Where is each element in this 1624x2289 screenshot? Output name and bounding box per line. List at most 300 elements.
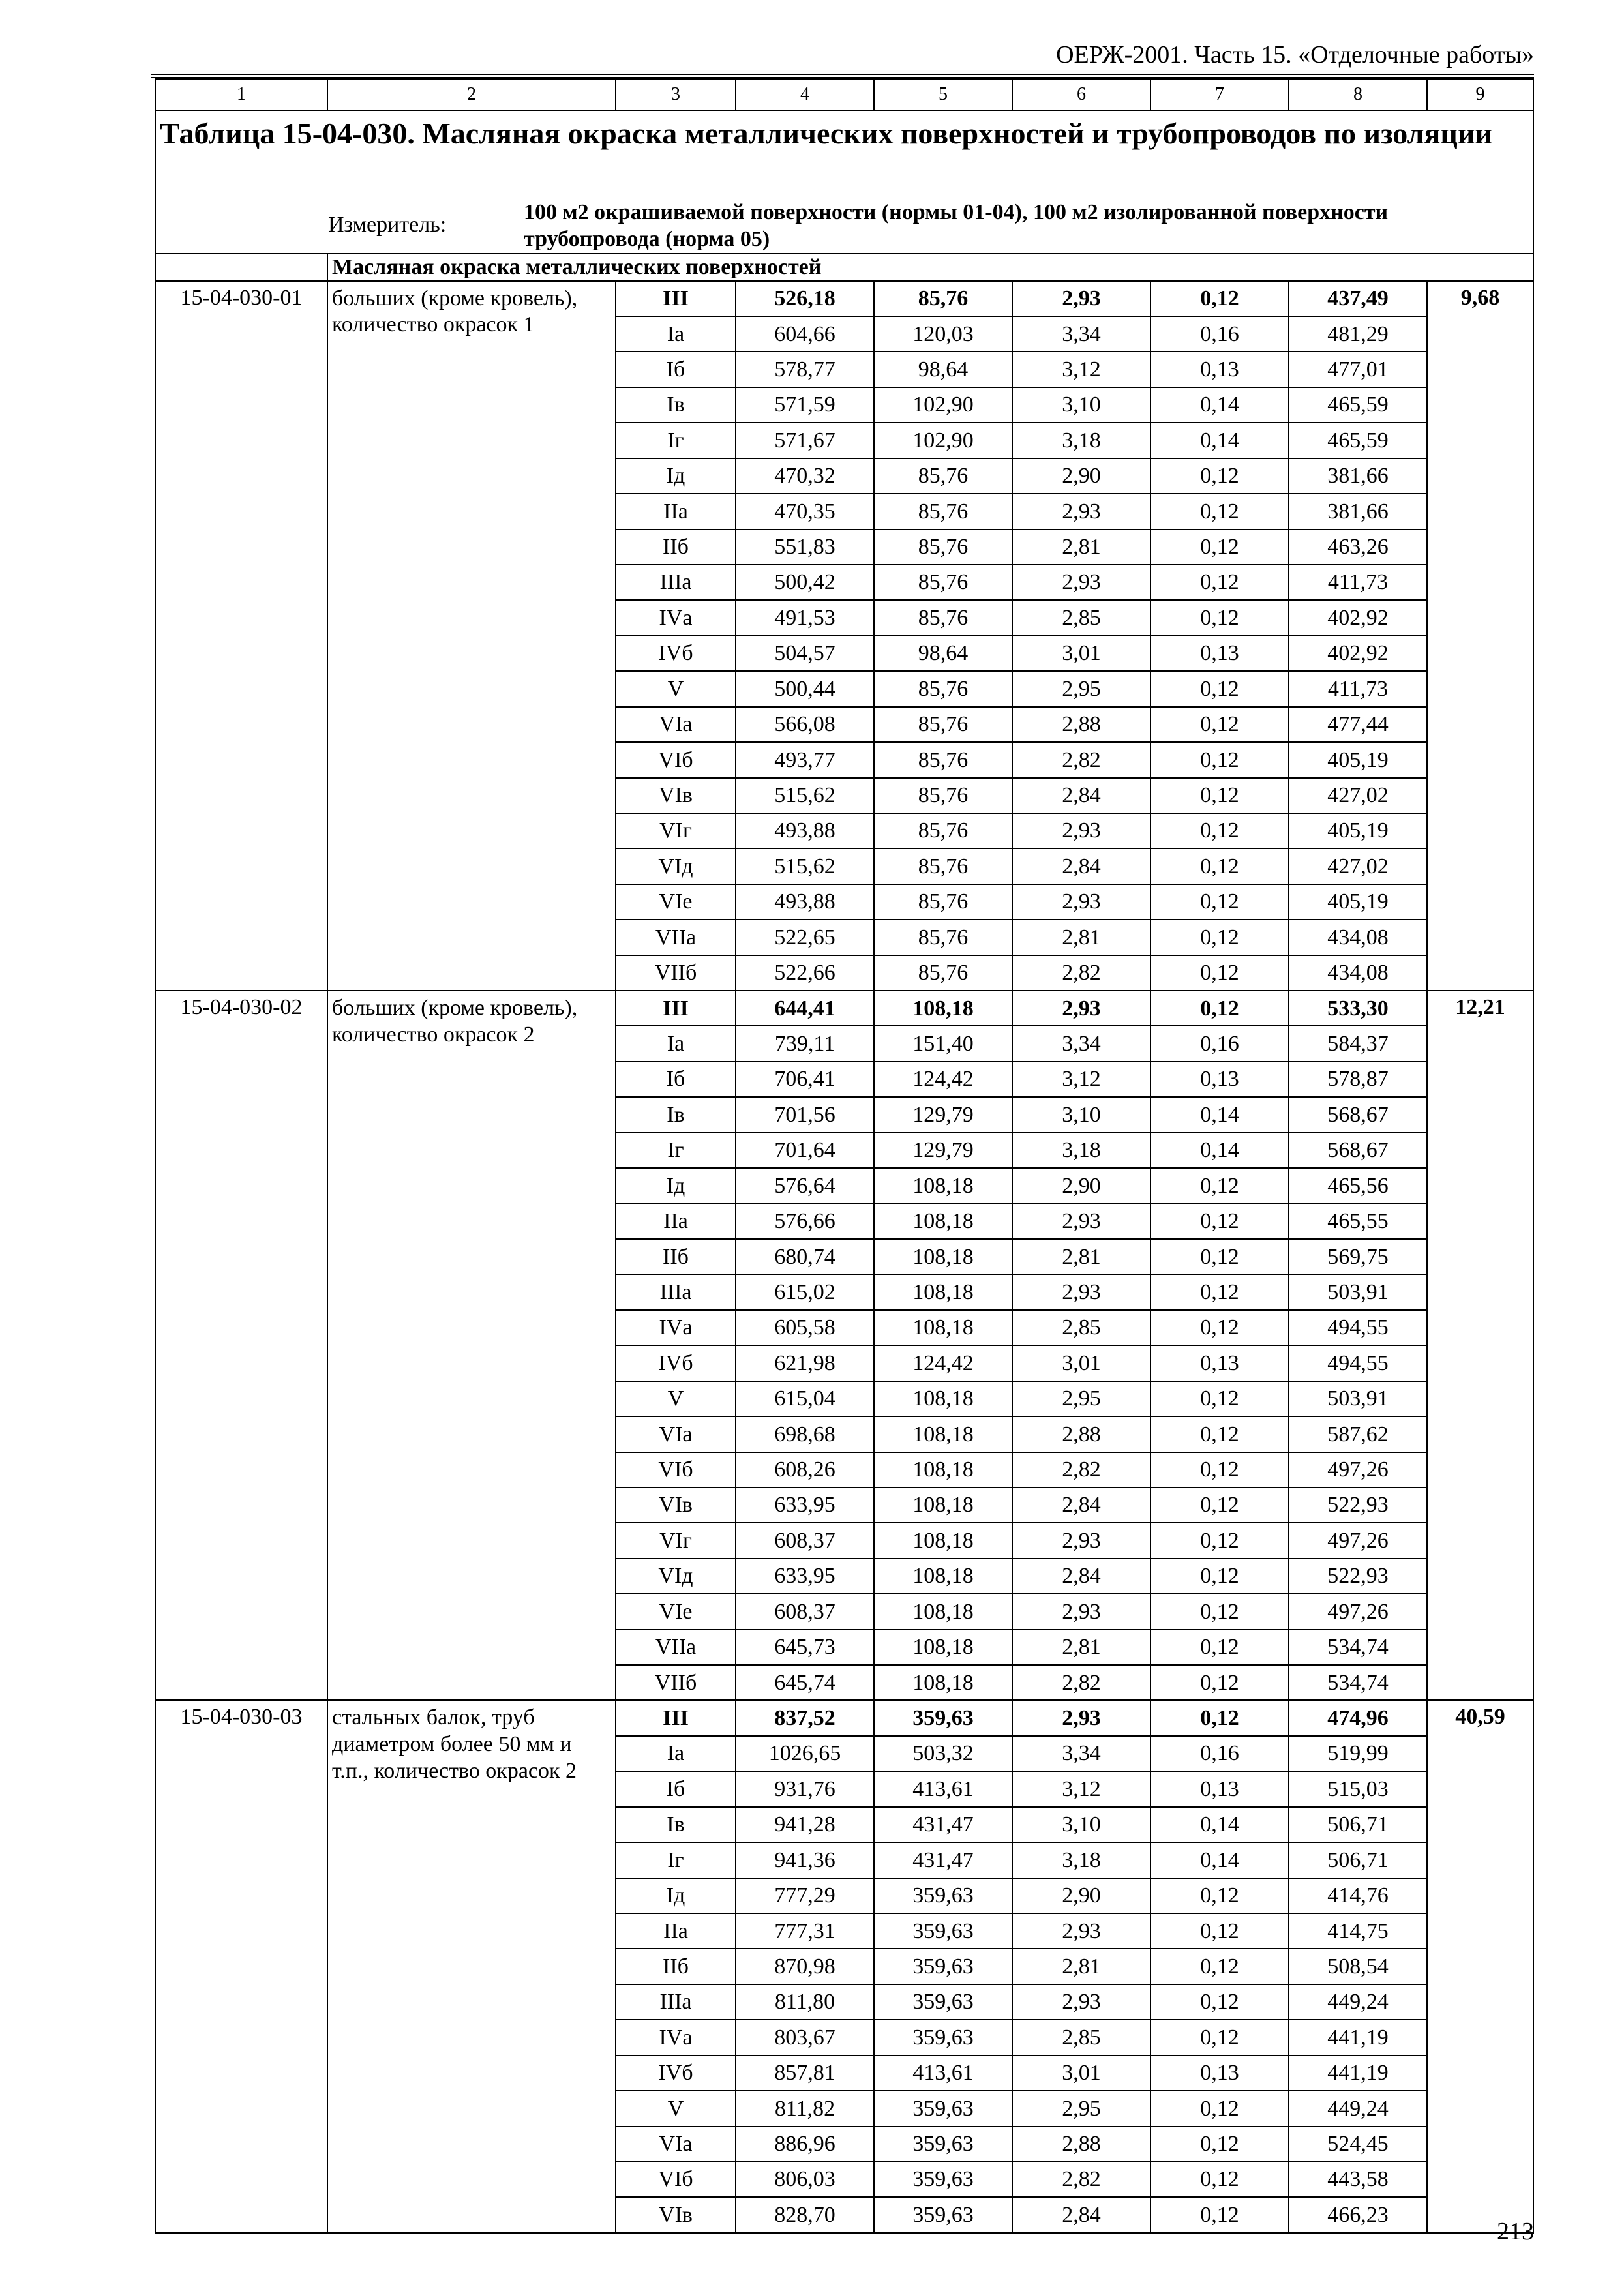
region-code: VIа [616, 707, 736, 742]
region-code: Iг [616, 1842, 736, 1878]
driver-wages: 0,14 [1150, 1807, 1289, 1842]
driver-wages: 0,12 [1150, 530, 1289, 565]
driver-wages: 0,16 [1150, 1736, 1289, 1771]
norm-code: 15-04-030-02 [155, 991, 327, 1700]
driver-wages: 0,12 [1150, 2091, 1289, 2126]
total-cost: 571,67 [736, 423, 874, 458]
wages: 108,18 [874, 1168, 1012, 1203]
machine-cost: 2,84 [1012, 2197, 1150, 2232]
machine-cost: 2,85 [1012, 1310, 1150, 1345]
wages: 129,79 [874, 1133, 1012, 1168]
wages: 85,76 [874, 671, 1012, 706]
region-code: VIд [616, 1559, 736, 1594]
total-cost: 608,37 [736, 1523, 874, 1558]
total-cost: 515,62 [736, 848, 874, 884]
driver-wages: 0,12 [1150, 742, 1289, 777]
machine-cost: 2,90 [1012, 1168, 1150, 1203]
materials-cost: 568,67 [1289, 1097, 1427, 1132]
total-cost: 615,02 [736, 1274, 874, 1309]
machine-cost: 2,93 [1012, 1700, 1150, 1735]
driver-wages: 0,16 [1150, 316, 1289, 352]
total-cost: 644,41 [736, 991, 874, 1026]
wages: 102,90 [874, 423, 1012, 458]
region-code: IIIа [616, 565, 736, 600]
region-code: IIIа [616, 1274, 736, 1309]
total-cost: 645,73 [736, 1630, 874, 1665]
total-cost: 680,74 [736, 1239, 874, 1274]
region-code: VIIа [616, 1630, 736, 1665]
column-number: 6 [1012, 79, 1150, 110]
total-cost: 470,32 [736, 458, 874, 494]
materials-cost: 427,02 [1289, 778, 1427, 813]
labor-hours: 40,59 [1427, 1700, 1533, 2232]
machine-cost: 2,84 [1012, 848, 1150, 884]
materials-cost: 441,19 [1289, 2020, 1427, 2055]
driver-wages: 0,12 [1150, 565, 1289, 600]
machine-cost: 3,18 [1012, 1133, 1150, 1168]
total-cost: 837,52 [736, 1700, 874, 1735]
machine-cost: 2,93 [1012, 1594, 1150, 1629]
materials-cost: 481,29 [1289, 316, 1427, 352]
machine-cost: 2,81 [1012, 1630, 1150, 1665]
total-cost: 806,03 [736, 2162, 874, 2197]
materials-cost: 497,26 [1289, 1594, 1427, 1629]
driver-wages: 0,12 [1150, 1594, 1289, 1629]
wages: 359,63 [874, 1949, 1012, 1984]
machine-cost: 3,34 [1012, 316, 1150, 352]
total-cost: 571,59 [736, 387, 874, 423]
machine-cost: 2,90 [1012, 1878, 1150, 1913]
region-code: VIд [616, 848, 736, 884]
machine-cost: 2,84 [1012, 778, 1150, 813]
driver-wages: 0,12 [1150, 2020, 1289, 2055]
wages: 85,76 [874, 884, 1012, 920]
region-code: VIе [616, 1594, 736, 1629]
machine-cost: 3,10 [1012, 1097, 1150, 1132]
machine-cost: 2,82 [1012, 955, 1150, 991]
driver-wages: 0,14 [1150, 423, 1289, 458]
driver-wages: 0,12 [1150, 955, 1289, 991]
region-code: IIIа [616, 1984, 736, 2020]
wages: 359,63 [874, 1984, 1012, 2020]
materials-cost: 402,92 [1289, 636, 1427, 671]
wages: 359,63 [874, 2020, 1012, 2055]
total-cost: 701,64 [736, 1133, 874, 1168]
total-cost: 522,66 [736, 955, 874, 991]
machine-cost: 2,82 [1012, 742, 1150, 777]
machine-cost: 2,88 [1012, 2127, 1150, 2162]
machine-cost: 2,82 [1012, 2162, 1150, 2197]
machine-cost: 2,93 [1012, 1274, 1150, 1309]
region-code: VIа [616, 2127, 736, 2162]
driver-wages: 0,12 [1150, 1488, 1289, 1523]
wages: 431,47 [874, 1842, 1012, 1878]
total-cost: 578,77 [736, 352, 874, 387]
driver-wages: 0,14 [1150, 387, 1289, 423]
driver-wages: 0,12 [1150, 1523, 1289, 1558]
driver-wages: 0,12 [1150, 1665, 1289, 1700]
driver-wages: 0,13 [1150, 1345, 1289, 1381]
driver-wages: 0,12 [1150, 1310, 1289, 1345]
materials-cost: 494,55 [1289, 1310, 1427, 1345]
machine-cost: 2,93 [1012, 813, 1150, 848]
wages: 108,18 [874, 1310, 1012, 1345]
wages: 108,18 [874, 1416, 1012, 1452]
total-cost: 500,44 [736, 671, 874, 706]
column-number: 1 [155, 79, 327, 110]
total-cost: 491,53 [736, 600, 874, 635]
wages: 85,76 [874, 742, 1012, 777]
driver-wages: 0,13 [1150, 1062, 1289, 1097]
wages: 85,76 [874, 281, 1012, 316]
meter-cell [155, 200, 1533, 254]
wages: 359,63 [874, 1878, 1012, 1913]
total-cost: 604,66 [736, 316, 874, 352]
driver-wages: 0,12 [1150, 281, 1289, 316]
total-cost: 633,95 [736, 1488, 874, 1523]
driver-wages: 0,13 [1150, 1771, 1289, 1806]
wages: 102,90 [874, 387, 1012, 423]
wages: 359,63 [874, 2127, 1012, 2162]
driver-wages: 0,14 [1150, 1842, 1289, 1878]
wages: 85,76 [874, 920, 1012, 955]
driver-wages: 0,12 [1150, 1984, 1289, 2020]
materials-cost: 441,19 [1289, 2056, 1427, 2091]
total-cost: 608,37 [736, 1594, 874, 1629]
materials-cost: 381,66 [1289, 494, 1427, 529]
wages: 85,76 [874, 707, 1012, 742]
labor-hours: 12,21 [1427, 991, 1533, 1700]
section-blank-cell [155, 254, 327, 281]
region-code: Iд [616, 1878, 736, 1913]
region-code: Iб [616, 352, 736, 387]
machine-cost: 3,10 [1012, 1807, 1150, 1842]
column-number: 7 [1150, 79, 1289, 110]
materials-cost: 534,74 [1289, 1665, 1427, 1700]
machine-cost: 2,93 [1012, 991, 1150, 1026]
materials-cost: 465,56 [1289, 1168, 1427, 1203]
materials-cost: 508,54 [1289, 1949, 1427, 1984]
machine-cost: 2,95 [1012, 1381, 1150, 1416]
region-code: VIв [616, 1488, 736, 1523]
wages: 98,64 [874, 352, 1012, 387]
materials-cost: 405,19 [1289, 884, 1427, 920]
machine-cost: 3,12 [1012, 1062, 1150, 1097]
total-cost: 777,31 [736, 1913, 874, 1949]
driver-wages: 0,14 [1150, 1133, 1289, 1168]
column-number: 8 [1289, 79, 1427, 110]
region-code: VIб [616, 2162, 736, 2197]
total-cost: 706,41 [736, 1062, 874, 1097]
materials-cost: 477,44 [1289, 707, 1427, 742]
table-title-row [155, 110, 1533, 200]
table-title: Таблица 15-04-030. Масляная окраска металлических поверхностей и трубопроводов по изоляции [155, 110, 1533, 200]
machine-cost: 3,01 [1012, 1345, 1150, 1381]
machine-cost: 3,01 [1012, 636, 1150, 671]
wages: 108,18 [874, 991, 1012, 1026]
region-code: IIа [616, 1204, 736, 1239]
total-cost: 493,88 [736, 813, 874, 848]
driver-wages: 0,13 [1150, 352, 1289, 387]
machine-cost: 2,93 [1012, 1523, 1150, 1558]
total-cost: 576,64 [736, 1168, 874, 1203]
running-header: ОЕРЖ-2001. Часть 15. «Отделочные работы» [1056, 41, 1534, 68]
table-row [155, 991, 1533, 1026]
machine-cost: 2,81 [1012, 920, 1150, 955]
materials-cost: 414,76 [1289, 1878, 1427, 1913]
machine-cost: 2,85 [1012, 600, 1150, 635]
meter-row [155, 200, 1533, 254]
norm-code: 15-04-030-03 [155, 1700, 327, 2232]
driver-wages: 0,14 [1150, 1097, 1289, 1132]
materials-cost: 497,26 [1289, 1452, 1427, 1488]
wages: 151,40 [874, 1026, 1012, 1061]
region-code: VIг [616, 1523, 736, 1558]
wages: 108,18 [874, 1488, 1012, 1523]
total-cost: 739,11 [736, 1026, 874, 1061]
materials-cost: 519,99 [1289, 1736, 1427, 1771]
column-number: 9 [1427, 79, 1533, 110]
materials-cost: 515,03 [1289, 1771, 1427, 1806]
total-cost: 777,29 [736, 1878, 874, 1913]
column-number-row [155, 79, 1533, 110]
region-code: VIIб [616, 1665, 736, 1700]
norm-description: стальных балок, труб диаметром более 50 мм и т.п., количество окрасок 2 [327, 1700, 616, 2232]
machine-cost: 2,93 [1012, 281, 1150, 316]
region-code: IVа [616, 1310, 736, 1345]
materials-cost: 534,74 [1289, 1630, 1427, 1665]
wages: 108,18 [874, 1381, 1012, 1416]
total-cost: 857,81 [736, 2056, 874, 2091]
machine-cost: 2,88 [1012, 707, 1150, 742]
machine-cost: 2,90 [1012, 458, 1150, 494]
materials-cost: 503,91 [1289, 1381, 1427, 1416]
driver-wages: 0,12 [1150, 1239, 1289, 1274]
labor-hours: 9,68 [1427, 281, 1533, 991]
materials-cost: 414,75 [1289, 1913, 1427, 1949]
region-code: IIб [616, 530, 736, 565]
region-code: Iа [616, 1026, 736, 1061]
materials-cost: 506,71 [1289, 1842, 1427, 1878]
region-code: IVа [616, 600, 736, 635]
driver-wages: 0,12 [1150, 1878, 1289, 1913]
materials-cost: 533,30 [1289, 991, 1427, 1026]
driver-wages: 0,12 [1150, 2197, 1289, 2232]
region-code: VIе [616, 884, 736, 920]
driver-wages: 0,12 [1150, 494, 1289, 529]
materials-cost: 506,71 [1289, 1807, 1427, 1842]
wages: 85,76 [874, 955, 1012, 991]
region-code: Iв [616, 387, 736, 423]
machine-cost: 2,93 [1012, 1204, 1150, 1239]
norm-code: 15-04-030-01 [155, 281, 327, 991]
driver-wages: 0,12 [1150, 920, 1289, 955]
region-code: VIв [616, 778, 736, 813]
region-code: Iа [616, 1736, 736, 1771]
wages: 120,03 [874, 316, 1012, 352]
machine-cost: 2,93 [1012, 1984, 1150, 2020]
region-code: IIб [616, 1949, 736, 1984]
region-code: III [616, 991, 736, 1026]
materials-cost: 437,49 [1289, 281, 1427, 316]
machine-cost: 2,88 [1012, 1416, 1150, 1452]
materials-cost: 405,19 [1289, 813, 1427, 848]
region-code: III [616, 281, 736, 316]
wages: 108,18 [874, 1665, 1012, 1700]
column-number: 4 [736, 79, 874, 110]
region-code: VIв [616, 2197, 736, 2232]
materials-cost: 497,26 [1289, 1523, 1427, 1558]
wages: 503,32 [874, 1736, 1012, 1771]
driver-wages: 0,12 [1150, 458, 1289, 494]
wages: 359,63 [874, 2091, 1012, 2126]
materials-cost: 587,62 [1289, 1416, 1427, 1452]
total-cost: 504,57 [736, 636, 874, 671]
materials-cost: 466,23 [1289, 2197, 1427, 2232]
wages: 108,18 [874, 1523, 1012, 1558]
driver-wages: 0,13 [1150, 636, 1289, 671]
wages: 85,76 [874, 813, 1012, 848]
driver-wages: 0,12 [1150, 884, 1289, 920]
wages: 85,76 [874, 458, 1012, 494]
materials-cost: 522,93 [1289, 1559, 1427, 1594]
total-cost: 941,28 [736, 1807, 874, 1842]
wages: 108,18 [874, 1274, 1012, 1309]
materials-cost: 477,01 [1289, 352, 1427, 387]
machine-cost: 2,84 [1012, 1488, 1150, 1523]
materials-cost: 449,24 [1289, 1984, 1427, 2020]
machine-cost: 2,93 [1012, 565, 1150, 600]
region-code: Iв [616, 1097, 736, 1132]
table-row [155, 1700, 1533, 1735]
wages: 85,76 [874, 778, 1012, 813]
total-cost: 470,35 [736, 494, 874, 529]
machine-cost: 2,85 [1012, 2020, 1150, 2055]
region-code: V [616, 671, 736, 706]
materials-cost: 465,59 [1289, 387, 1427, 423]
norms-table [155, 78, 1534, 2234]
region-code: VIа [616, 1416, 736, 1452]
wages: 85,76 [874, 848, 1012, 884]
region-code: IVа [616, 2020, 736, 2055]
wages: 108,18 [874, 1594, 1012, 1629]
driver-wages: 0,12 [1150, 1913, 1289, 1949]
wages: 413,61 [874, 2056, 1012, 2091]
driver-wages: 0,12 [1150, 671, 1289, 706]
section-title: Масляная окраска металлических поверхностей [327, 254, 1533, 281]
total-cost: 493,88 [736, 884, 874, 920]
driver-wages: 0,16 [1150, 1026, 1289, 1061]
total-cost: 551,83 [736, 530, 874, 565]
region-code: V [616, 2091, 736, 2126]
table-row [155, 281, 1533, 316]
wages: 431,47 [874, 1807, 1012, 1842]
wages: 85,76 [874, 600, 1012, 635]
meter-label: Измеритель: [328, 213, 447, 237]
materials-cost: 402,92 [1289, 600, 1427, 635]
region-code: IVб [616, 1345, 736, 1381]
machine-cost: 3,34 [1012, 1736, 1150, 1771]
region-code: VIг [616, 813, 736, 848]
materials-cost: 474,96 [1289, 1700, 1427, 1735]
total-cost: 870,98 [736, 1949, 874, 1984]
column-number: 2 [327, 79, 616, 110]
machine-cost: 3,34 [1012, 1026, 1150, 1061]
wages: 108,18 [874, 1559, 1012, 1594]
page-number: 213 [1497, 2218, 1534, 2245]
total-cost: 701,56 [736, 1097, 874, 1132]
machine-cost: 2,93 [1012, 884, 1150, 920]
machine-cost: 3,10 [1012, 387, 1150, 423]
norm-description: больших (кроме кровель), количество окрасок 2 [327, 991, 616, 1700]
total-cost: 803,67 [736, 2020, 874, 2055]
materials-cost: 381,66 [1289, 458, 1427, 494]
wages: 85,76 [874, 565, 1012, 600]
total-cost: 828,70 [736, 2197, 874, 2232]
region-code: Iг [616, 423, 736, 458]
region-code: Iв [616, 1807, 736, 1842]
machine-cost: 2,82 [1012, 1452, 1150, 1488]
region-code: VIIб [616, 955, 736, 991]
driver-wages: 0,12 [1150, 1204, 1289, 1239]
total-cost: 605,58 [736, 1310, 874, 1345]
meter-value: 100 м2 окрашиваемой поверхности (нормы 01-04), 100 м2 изолированной поверхности трубопровода (норма 05) [524, 200, 1389, 251]
total-cost: 493,77 [736, 742, 874, 777]
driver-wages: 0,12 [1150, 1630, 1289, 1665]
total-cost: 1026,65 [736, 1736, 874, 1771]
materials-cost: 411,73 [1289, 671, 1427, 706]
machine-cost: 2,93 [1012, 1913, 1150, 1949]
region-code: VIб [616, 1452, 736, 1488]
materials-cost: 524,45 [1289, 2127, 1427, 2162]
header-rule [151, 74, 1534, 78]
materials-cost: 465,55 [1289, 1204, 1427, 1239]
driver-wages: 0,12 [1150, 1416, 1289, 1452]
wages: 108,18 [874, 1452, 1012, 1488]
materials-cost: 434,08 [1289, 920, 1427, 955]
total-cost: 811,80 [736, 1984, 874, 2020]
materials-cost: 443,58 [1289, 2162, 1427, 2197]
total-cost: 811,82 [736, 2091, 874, 2126]
materials-cost: 569,75 [1289, 1239, 1427, 1274]
region-code: Iд [616, 1168, 736, 1203]
region-code: Iг [616, 1133, 736, 1168]
region-code: IIб [616, 1239, 736, 1274]
region-code: IIа [616, 1913, 736, 1949]
total-cost: 645,74 [736, 1665, 874, 1700]
total-cost: 576,66 [736, 1204, 874, 1239]
total-cost: 931,76 [736, 1771, 874, 1806]
wages: 85,76 [874, 494, 1012, 529]
driver-wages: 0,12 [1150, 707, 1289, 742]
driver-wages: 0,12 [1150, 1274, 1289, 1309]
total-cost: 500,42 [736, 565, 874, 600]
region-code: VIIа [616, 920, 736, 955]
wages: 108,18 [874, 1630, 1012, 1665]
machine-cost: 3,12 [1012, 1771, 1150, 1806]
machine-cost: 2,81 [1012, 530, 1150, 565]
total-cost: 698,68 [736, 1416, 874, 1452]
wages: 359,63 [874, 2197, 1012, 2232]
driver-wages: 0,12 [1150, 1381, 1289, 1416]
machine-cost: 3,12 [1012, 352, 1150, 387]
driver-wages: 0,12 [1150, 848, 1289, 884]
region-code: VIб [616, 742, 736, 777]
region-code: Iд [616, 458, 736, 494]
materials-cost: 463,26 [1289, 530, 1427, 565]
driver-wages: 0,12 [1150, 2162, 1289, 2197]
driver-wages: 0,12 [1150, 991, 1289, 1026]
